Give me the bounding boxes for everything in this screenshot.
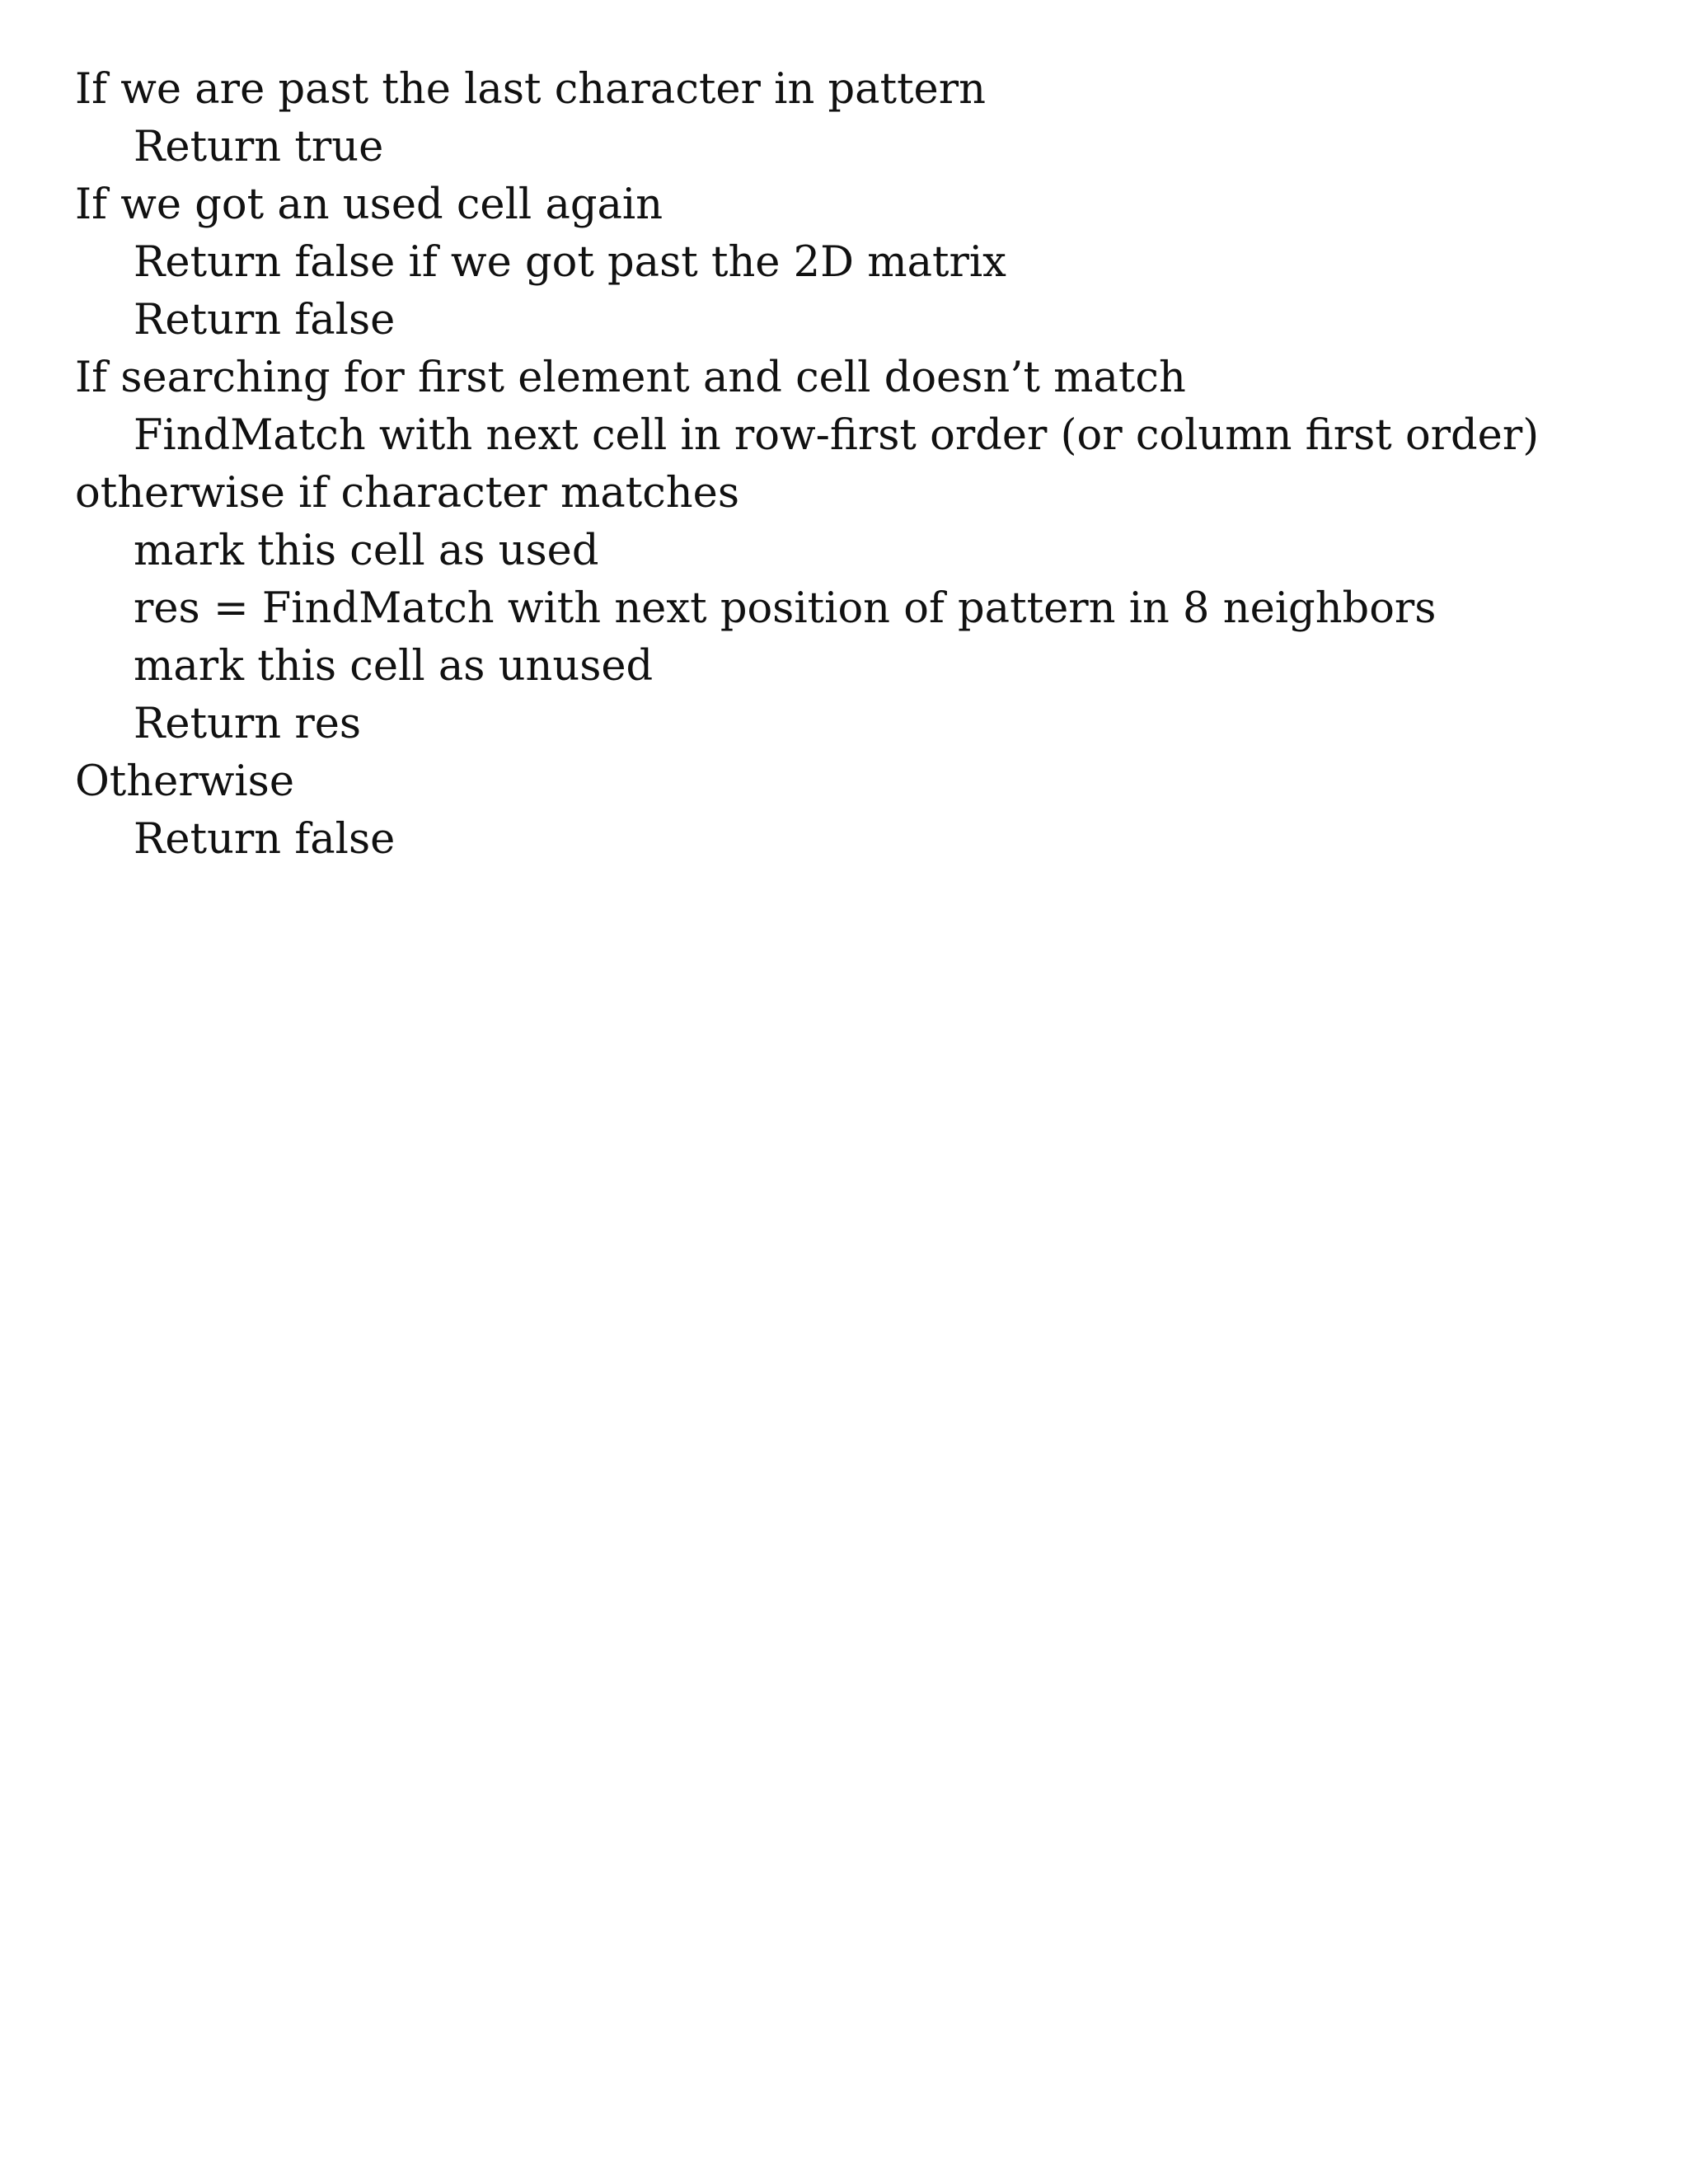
pseudocode-line-action: res = FindMatch with next position of pattern in 8 neighbors: [134, 584, 1437, 633]
pseudocode-line-condition: Otherwise: [75, 757, 295, 806]
pseudocode-line-action: Return false: [134, 296, 396, 344]
pseudocode-line-condition: otherwise if character matches: [75, 469, 739, 518]
pseudocode-line-action: mark this cell as unused: [134, 642, 654, 691]
pseudocode-line-condition: If searching for first element and cell doesn’t match: [75, 354, 1186, 402]
pseudocode-line-action: Return res: [134, 700, 362, 748]
pseudocode-line-action: Return true: [134, 123, 384, 171]
pseudocode-block: [75, 61, 1666, 869]
pseudocode-line-action: mark this cell as used: [134, 527, 599, 575]
pseudocode-line-action: FindMatch with next cell in row-first order (or column first order): [134, 411, 1540, 460]
pseudocode-line-action: Return false if we got past the 2D matrix: [134, 238, 1006, 287]
pseudocode-line-action: Return false: [134, 815, 396, 864]
pseudocode-line-condition: If we got an used cell again: [75, 180, 663, 229]
pseudocode-line-condition: If we are past the last character in pattern: [75, 65, 986, 114]
